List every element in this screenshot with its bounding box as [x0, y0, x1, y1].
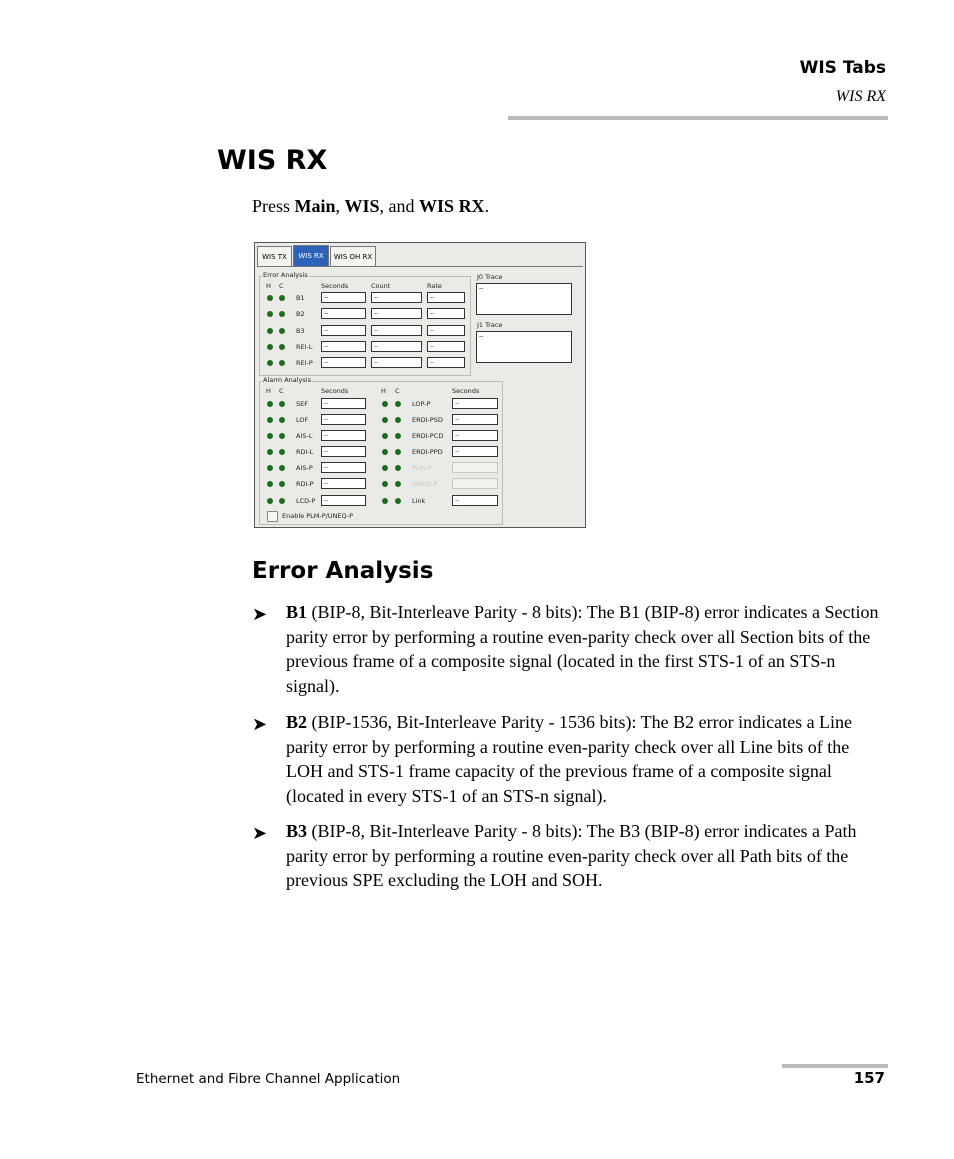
section-heading: Error Analysis	[252, 558, 434, 584]
j1-trace-label: J1 Trace	[477, 321, 503, 329]
led-h-plm-p	[382, 465, 388, 471]
alarm-label-link: Link	[412, 497, 426, 505]
bullet-b2	[286, 710, 886, 809]
led-h-rdi-l	[267, 449, 273, 455]
tab-underline	[257, 266, 583, 267]
rei-p-rate-field[interactable]: --	[427, 357, 465, 368]
link-seconds-field[interactable]: --	[452, 495, 498, 506]
alarm-label-ais-p: AIS-P	[296, 464, 313, 472]
led-h-rei-l	[267, 344, 273, 350]
led-c-sef	[279, 401, 285, 407]
led-c-b3	[279, 328, 285, 334]
intro-wis: WIS	[344, 196, 380, 216]
led-h-erdi-psd	[382, 417, 388, 423]
header-h: H	[266, 282, 271, 290]
j0-trace-box[interactable]: --	[476, 283, 572, 315]
bullet-desc: (BIP-8, Bit-Interleave Parity - 8 bits): The B1 (BIP-8) error indicates a Section parity error by performing a routine even-parity check over all Section bits of the previous frame of a composite signal (located in the first STS-1 of an STS-n signal).	[286, 602, 879, 697]
led-c-rdi-l	[279, 449, 285, 455]
uneq-p-seconds-field	[452, 478, 498, 489]
alarm-label-lcd-p: LCD-P	[296, 497, 316, 505]
led-c-lop-p	[395, 401, 401, 407]
alarm-col-seconds-right: Seconds	[452, 387, 480, 395]
led-h-ais-p	[267, 465, 273, 471]
tab-wis-tx[interactable]: WIS TX	[257, 246, 292, 266]
led-c-erdi-psd	[395, 417, 401, 423]
led-h-rei-p	[267, 360, 273, 366]
row-label-rei-l: REI-L	[296, 343, 313, 351]
error-analysis-title: Error Analysis	[263, 271, 308, 279]
led-h-b1	[267, 295, 273, 301]
alarm-label-erdi-psd: ERDI-PSD	[412, 416, 443, 424]
rei-p-count-field[interactable]: --	[371, 357, 422, 368]
led-c-lof	[279, 417, 285, 423]
intro-text: .	[484, 196, 490, 216]
tab-wis-rx[interactable]: WIS RX	[293, 245, 329, 267]
b3-rate-field[interactable]: --	[427, 325, 465, 336]
erdi-ppd-seconds-field[interactable]: --	[452, 446, 498, 457]
led-c-plm-p	[395, 465, 401, 471]
bullet-desc: (BIP-1536, Bit-Interleave Parity - 1536 bits): The B2 error indicates a Line parity error by performing a routine even-parity check over all Line bits of the LOH and STS-1 frame capacity of the previous frame of a composite signal (located in every STS-1 of an STS-n signal).	[286, 712, 853, 807]
plm-p-seconds-field	[452, 462, 498, 473]
intro-text: Press	[252, 196, 295, 216]
header-c: C	[279, 282, 284, 290]
rei-l-seconds-field[interactable]: --	[321, 341, 366, 352]
led-c-lcd-p	[279, 498, 285, 504]
ais-l-seconds-field[interactable]: --	[321, 430, 366, 441]
running-header-subtitle: WIS RX	[835, 88, 886, 105]
led-c-erdi-pcd	[395, 433, 401, 439]
intro-text: ,	[335, 196, 345, 216]
bullet-term: B3	[286, 821, 308, 841]
bullet-b3	[286, 819, 886, 893]
led-c-erdi-ppd	[395, 449, 401, 455]
bullet-arrow-icon: ➤	[252, 604, 268, 624]
alarm-header-h: H	[266, 387, 271, 395]
alarm-col-seconds: Seconds	[321, 387, 349, 395]
b3-seconds-field[interactable]: --	[321, 325, 366, 336]
row-label-b1: B1	[296, 294, 305, 302]
enable-plm-uneq-label: Enable PLM-P/UNEQ-P	[282, 512, 354, 520]
led-h-b2	[267, 311, 273, 317]
row-label-b3: B3	[296, 327, 305, 335]
enable-plm-uneq-checkbox[interactable]	[267, 511, 278, 522]
led-h-erdi-pcd	[382, 433, 388, 439]
b1-count-field[interactable]: --	[371, 292, 422, 303]
led-h-erdi-ppd	[382, 449, 388, 455]
alarm-analysis-title: Alarm Analysis	[263, 376, 311, 384]
alarm-label-plm-p: PLM-P	[412, 464, 432, 472]
rei-l-count-field[interactable]: --	[371, 341, 422, 352]
bullet-term: B1	[286, 602, 308, 622]
bullet-term: B2	[286, 712, 308, 732]
led-c-ais-p	[279, 465, 285, 471]
bullet-b1	[286, 600, 886, 699]
alarm-label-lof: LOF	[296, 416, 309, 424]
row-label-rei-p: REI-P	[296, 359, 313, 367]
alarm-label-ais-l: AIS-L	[296, 432, 313, 440]
footer-title: Ethernet and Fibre Channel Application	[136, 1071, 401, 1087]
led-c-ais-l	[279, 433, 285, 439]
bullet-arrow-icon: ➤	[252, 823, 268, 843]
b3-count-field[interactable]: --	[371, 325, 422, 336]
col-seconds: Seconds	[321, 282, 349, 290]
alarm-header-c-right: C	[395, 387, 400, 395]
led-h-uneq-p	[382, 481, 388, 487]
b2-rate-field[interactable]: --	[427, 308, 465, 319]
page-title: WIS RX	[217, 145, 328, 176]
alarm-label-rdi-l: RDI-L	[296, 448, 314, 456]
rei-p-seconds-field[interactable]: --	[321, 357, 366, 368]
row-label-b2: B2	[296, 310, 305, 318]
b2-count-field[interactable]: --	[371, 308, 422, 319]
led-c-rei-p	[279, 360, 285, 366]
sef-seconds-field[interactable]: --	[321, 398, 366, 409]
lof-seconds-field[interactable]: --	[321, 414, 366, 425]
erdi-psd-seconds-field[interactable]: --	[452, 414, 498, 425]
intro-paragraph	[252, 196, 489, 217]
intro-text: , and	[379, 196, 420, 216]
alarm-header-c: C	[279, 387, 284, 395]
intro-wisrx: WIS RX	[419, 196, 485, 216]
lcd-p-seconds-field[interactable]: --	[321, 495, 366, 506]
tab-wis-oh-rx[interactable]: WIS OH RX	[330, 246, 376, 266]
bullet-desc: (BIP-8, Bit-Interleave Parity - 8 bits): The B3 (BIP-8) error indicates a Path parity error by performing a routine even-parity check over all Path bits of the previous SPE excluding the LOH and SOH.	[286, 821, 857, 891]
footer-rule	[782, 1064, 888, 1068]
j0-trace-label: J0 Trace	[477, 273, 503, 281]
wis-rx-screenshot	[254, 242, 586, 528]
led-h-sef	[267, 401, 273, 407]
rei-l-rate-field[interactable]: --	[427, 341, 465, 352]
alarm-label-erdi-ppd: ERDI-PPD	[412, 448, 443, 456]
led-c-uneq-p	[395, 481, 401, 487]
led-h-lop-p	[382, 401, 388, 407]
bullet-arrow-icon: ➤	[252, 714, 268, 734]
page-number: 157	[853, 1069, 885, 1087]
b1-seconds-field[interactable]: --	[321, 292, 366, 303]
led-c-rei-l	[279, 344, 285, 350]
alarm-label-uneq-p: UNEQ-P	[412, 480, 438, 488]
b2-seconds-field[interactable]: --	[321, 308, 366, 319]
lop-p-seconds-field[interactable]: --	[452, 398, 498, 409]
col-rate: Rate	[427, 282, 442, 290]
led-h-lof	[267, 417, 273, 423]
led-h-lcd-p	[267, 498, 273, 504]
led-c-rdi-p	[279, 481, 285, 487]
ais-p-seconds-field[interactable]: --	[321, 462, 366, 473]
b1-rate-field[interactable]: --	[427, 292, 465, 303]
alarm-label-erdi-pcd: ERDI-PCD	[412, 432, 444, 440]
alarm-label-lop-p: LOP-P	[412, 400, 431, 408]
led-h-rdi-p	[267, 481, 273, 487]
led-h-b3	[267, 328, 273, 334]
intro-main: Main	[294, 196, 336, 216]
rdi-p-seconds-field[interactable]: --	[321, 478, 366, 489]
alarm-label-sef: SEF	[296, 400, 308, 408]
led-c-link	[395, 498, 401, 504]
rdi-l-seconds-field[interactable]: --	[321, 446, 366, 457]
col-count: Count	[371, 282, 391, 290]
led-c-b2	[279, 311, 285, 317]
led-h-ais-l	[267, 433, 273, 439]
erdi-pcd-seconds-field[interactable]: --	[452, 430, 498, 441]
alarm-label-rdi-p: RDI-P	[296, 480, 314, 488]
running-header-title: WIS Tabs	[799, 58, 886, 78]
header-rule	[508, 116, 888, 120]
led-c-b1	[279, 295, 285, 301]
j1-trace-box[interactable]: --	[476, 331, 572, 363]
led-h-link	[382, 498, 388, 504]
alarm-header-h-right: H	[381, 387, 386, 395]
